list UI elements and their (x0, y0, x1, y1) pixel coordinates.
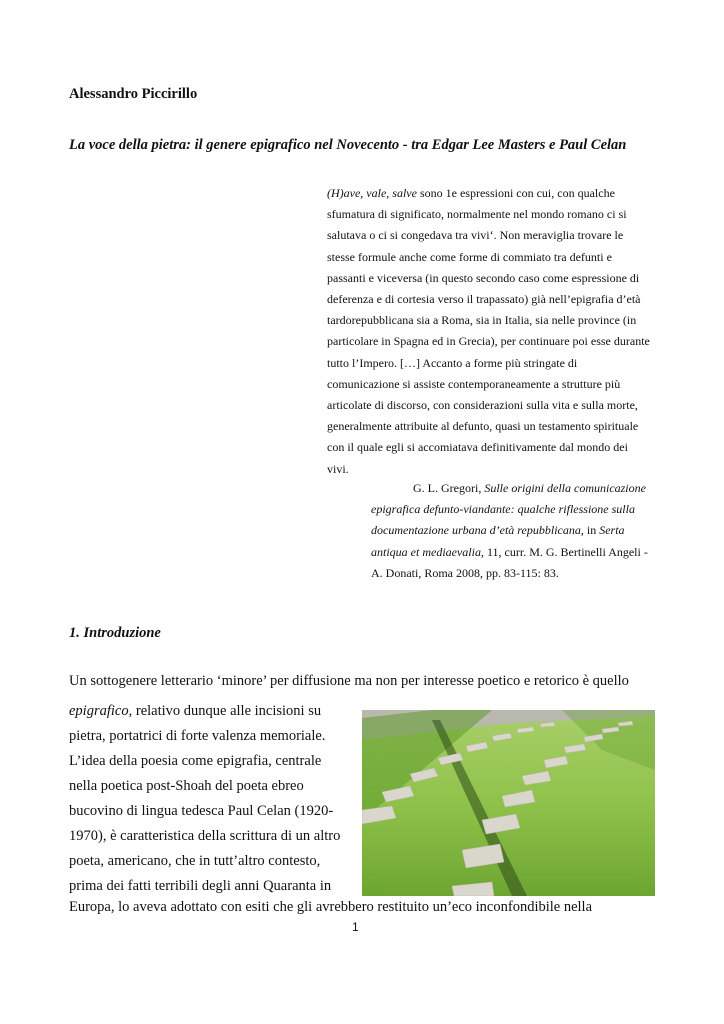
body-line: nella poetica post-Shoah del poeta ebreo (69, 778, 304, 794)
body-line: pietra, portatrici di forte valenza memoriale. (69, 728, 326, 744)
source-details: A. Donati, Roma 2008, pp. 83-115: 83. (371, 565, 559, 580)
source-details: , 11, curr. M. G. Bertinelli Angeli - (480, 544, 648, 559)
source-journal: antiqua et mediaevalia (371, 544, 481, 559)
body-line: , relativo dunque alle incisioni su (128, 703, 322, 719)
epigraph-line: tardorepubblicana sia a Roma, sia in Italia, sia nelle province (in (327, 313, 637, 328)
page-number: 1 (352, 920, 359, 934)
source-work: epigrafica defunto-viandante: qualche riflessione sulla (371, 502, 635, 517)
epigraph-line: sono 1e espressioni con cui, con qualche (416, 186, 615, 200)
article-title: La voce della pietra: il genere epigrafico nel Novecento - tra Edgar Lee Masters e Paul Celan (69, 137, 627, 153)
epigraph-line: vivi. (327, 461, 349, 476)
epigraph-line: particolare in Spagna ed in Grecia), per continuare poi esse durante (327, 334, 650, 349)
epigraph-line: stesse formule anche come forme di commiato tra defunti e (327, 249, 612, 264)
epigraph-source (371, 478, 663, 584)
epigraph-line: salutava o ci si congedava tra vivi‘. Non meraviglia trovare le (327, 228, 624, 243)
body-italic: epigrafico (69, 703, 129, 719)
body-line: 1970), è caratteristica della scrittura di un altro (69, 828, 341, 844)
body-line: Europa, lo aveva adottato con esiti che gli avrebbero restituito un’eco inconfondibile nella (69, 899, 593, 915)
epigraph-line: comunicazione si assiste contemporaneamente a strutture più (327, 376, 621, 391)
body-line: bucovino di lingua tedesca Paul Celan (1920- (69, 803, 334, 819)
body-line: Un sottogenere letterario ‘minore’ per diffusione ma non per interesse poetico e retorico è quello (69, 673, 629, 689)
epigraph-line: generalmente attribuite al defunto, quasi un testamento spirituale (327, 419, 639, 434)
author-name: Alessandro Piccirillo (69, 86, 198, 102)
body-column (69, 699, 344, 899)
epigraph-line: passanti e viceversa (in questo secondo caso come espressione di (327, 270, 640, 285)
stepping-stone-path-photo (362, 710, 655, 896)
body-line: poeta, americano, che in tutt’altro contesto, (69, 853, 321, 869)
epigraph-lead: (H)ave, vale, salve (327, 186, 417, 200)
epigraph-line: articolate di discorso, con considerazioni sulla vita e sulla morte, (327, 398, 638, 413)
source-in: , in (580, 523, 600, 538)
epigraph-line: sfumatura di significato, normalmente nel mondo romano ci si (327, 207, 627, 222)
epigraph-quote (327, 183, 662, 480)
body-line: L’idea della poesia come epigrafia, centrale (69, 753, 322, 769)
epigraph-line: con il quale egli si accomiatava definitivamente dal mondo dei (327, 440, 628, 455)
source-work: Sulle origini della comunicazione (484, 481, 646, 495)
body-line: prima dei fatti terribili degli anni Quaranta in (69, 878, 332, 894)
epigraph-line: tutto l’Impero. […] Accanto a forme più stringate di (327, 355, 578, 370)
source-journal: Serta (599, 523, 625, 538)
section-heading: 1. Introduzione (69, 625, 161, 641)
source-author: G. L. Gregori, (413, 481, 485, 495)
epigraph-line: deferenza e di cortesia verso il trapassato) già nell’epigrafia d’età (327, 292, 641, 307)
source-work: documentazione urbana d’età repubblicana (371, 523, 581, 538)
